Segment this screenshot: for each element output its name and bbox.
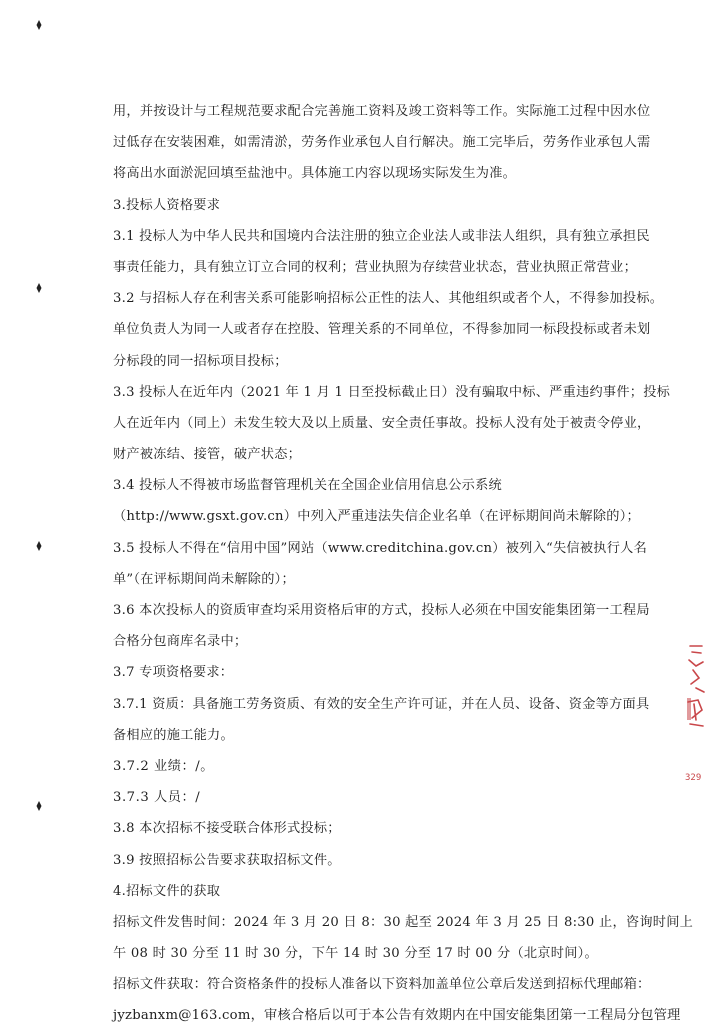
seal-fragment (684, 640, 708, 790)
section-heading: 4.招标文件的获取 (113, 883, 221, 899)
paragraph-line: 财产被冻结、接管，破产状态； (113, 447, 302, 463)
paragraph-line: 3.7.3 人员：/ (113, 790, 201, 806)
paragraph-line: 3.9 按照招标公告要求获取招标文件。 (113, 852, 341, 868)
paragraph-line: 分标段的同一招标项目投标； (113, 353, 288, 369)
paragraph-line: 3.6 本次投标人的资质审查均采用资格后审的方式，投标人必须在中国安能集团第一工程局 (113, 603, 650, 618)
paragraph-line: 3.7 专项资格要求： (113, 665, 234, 681)
paragraph-line: 过低存在安装困难，如需清淤，劳务作业承包人自行解决。施工完毕后，劳务作业承包人需 (113, 135, 651, 151)
paragraph-line: 备相应的施工能力。 (113, 727, 234, 743)
paragraph-line: 招标文件发售时间：2024 年 3 月 20 日 8：30 起至 2024 年 3 月 25 日 8:30 止，咨询时间上 (113, 914, 694, 930)
binding-mark (36, 801, 42, 811)
paragraph-line: 将高出水面淤泥回填至盐池中。具体施工内容以现场实际发生为准。 (113, 166, 517, 182)
paragraph-line: 午 08 时 30 分至 11 时 30 分，下午 14 时 30 分至 17 时 00 分（北京时间）。 (113, 946, 598, 962)
paragraph-line: 用，并按设计与工程规范要求配合完善施工资料及竣工资料等工作。实际施工过程中因水位 (113, 104, 651, 119)
paragraph-line: 3.3 投标人在近年内（2021 年 1 月 1 日至投标截止日）没有骗取中标、严重违约事件；投标 (113, 384, 671, 400)
paragraph-line: 合格分包商库名录中； (113, 634, 248, 650)
section-heading: 3.投标人资格要求 (113, 197, 221, 213)
paragraph-line: 3.1 投标人为中华人民共和国境内合法注册的独立企业法人或非法人组织，具有独立承担民 (113, 228, 650, 244)
paragraph-line: 单位负责人为同一人或者存在控股、管理关系的不同单位，不得参加同一标段投标或者未划 (113, 322, 651, 338)
paragraph-line: 3.2 与招标人存在利害关系可能影响招标公正性的法人、其他组织或者个人，不得参加投标。 (113, 291, 664, 307)
paragraph-line: 招标文件获取：符合资格条件的投标人准备以下资料加盖单位公章后发送到招标代理邮箱： (113, 977, 651, 993)
paragraph-line: 单”（在评标期间尚未解除的）； (113, 571, 295, 587)
paragraph-line: （http://www.gsxt.gov.cn）中列入严重违法失信企业名单（在评标期间尚未解除的）； (113, 509, 640, 525)
paragraph-line: 3.7.2 业绩：/。 (113, 758, 214, 774)
paragraph-line: 人在近年内（同上）未发生较大及以上质量、安全责任事故。投标人没有处于被责令停业， (113, 415, 651, 431)
binding-mark (36, 283, 42, 293)
seal-edge-digits: 329 (685, 773, 702, 783)
binding-mark (36, 541, 42, 551)
binding-mark (36, 20, 42, 30)
paragraph-line: 3.7.1 资质：具备施工劳务资质、有效的安全生产许可证，并在人员、设备、资金等方面具 (113, 696, 650, 712)
paragraph-line: 3.4 投标人不得被市场监督管理机关在全国企业信用信息公示系统 (113, 478, 502, 494)
paragraph-line: jyzbanxm@163.com，审核合格后以可于本公告有效期内在中国安能集团第一工程局分包管理 (113, 1008, 681, 1024)
paragraph-line: 3.8 本次招标不接受联合体形式投标； (113, 821, 341, 837)
paragraph-line: 3.5 投标人不得在“信用中国”网站（www.creditchina.gov.cn）被列入“失信被执行人名 (113, 540, 648, 556)
paragraph-line: 事责任能力，具有独立订立合同的权利；营业执照为存续营业状态，营业执照正常营业； (113, 259, 638, 275)
edge-seal-stamp (684, 640, 708, 790)
